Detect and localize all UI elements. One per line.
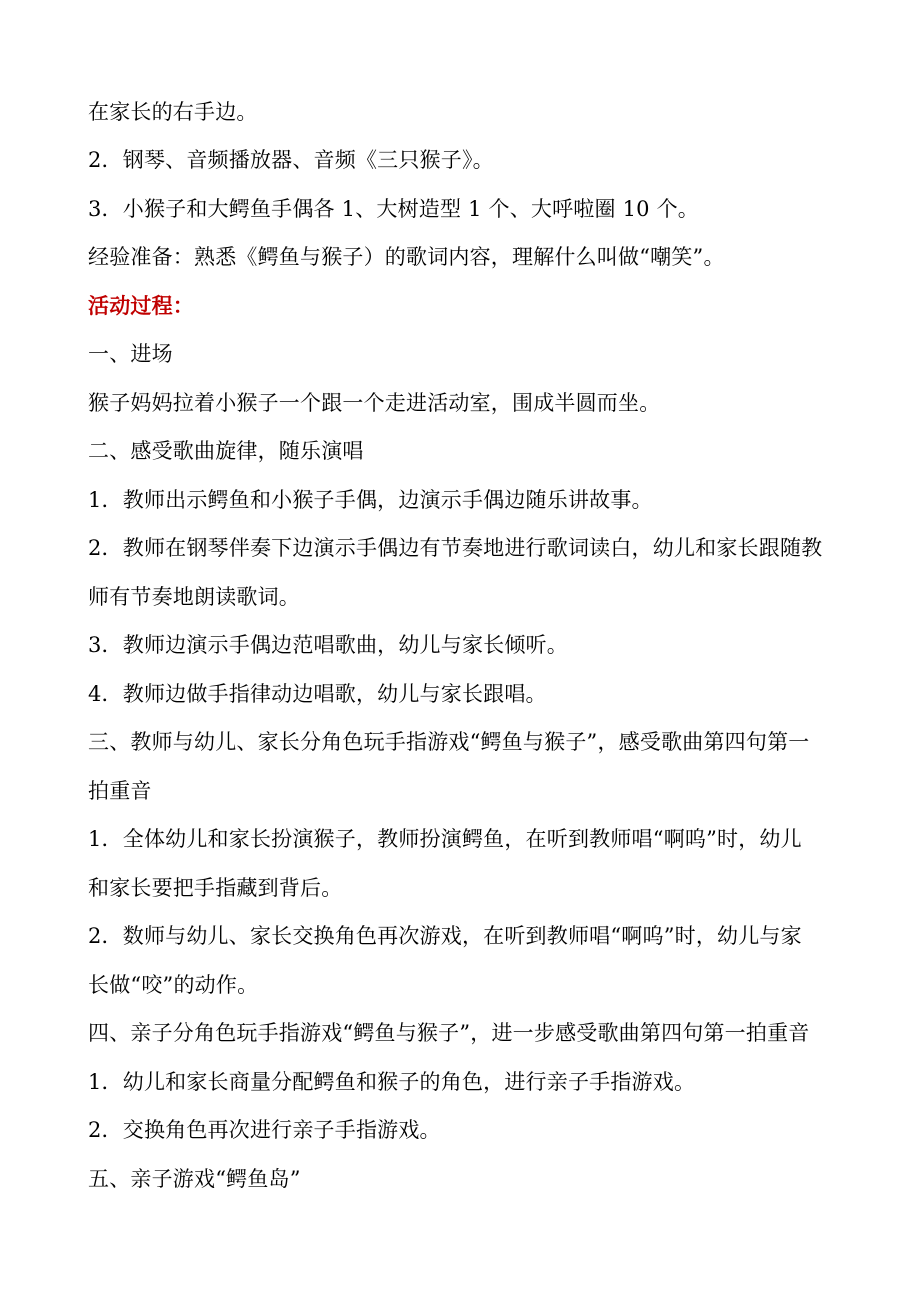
list-item: 1．幼儿和家长商量分配鳄鱼和猴子的角色，进行亲子手指游戏。: [88, 1070, 696, 1094]
step-heading-5: 五、亲子游戏“鳄鱼岛”: [88, 1167, 301, 1191]
list-item: 2．教师在钢琴伴奏下边演示手偶边有节奏地进行歌词读白，幼儿和家长跟随教: [88, 536, 823, 560]
text-line: 在家长的右手边。: [88, 100, 258, 124]
step-heading-3-continuation: 拍重音: [88, 779, 152, 803]
section-heading-activity-process: 活动过程：: [88, 293, 194, 318]
list-item: 2．交换角色再次进行亲子手指游戏。: [88, 1118, 441, 1142]
list-item: 1．全体幼儿和家长扮演猴子，教师扮演鳄鱼，在听到教师唱“啊呜”时，幼儿: [88, 827, 802, 851]
list-item: 1．教师出示鳄鱼和小猴子手偶，边演示手偶边随乐讲故事。: [88, 488, 653, 512]
step-heading-2: 二、感受歌曲旋律，随乐演唱: [88, 439, 364, 463]
list-item-continuation: 师有节奏地朗读歌词。: [88, 585, 300, 609]
step-heading-4: 四、亲子分角色玩手指游戏“鳄鱼与猴子”，进一步感受歌曲第四句第一拍重音: [88, 1021, 810, 1045]
list-item: 4．教师边做手指律动边唱歌，幼儿与家长跟唱。: [88, 682, 547, 706]
list-item-continuation: 长做“咬”的动作。: [88, 973, 259, 997]
list-item-materials-2: 2．钢琴、音频播放器、音频《三只猴子》。: [88, 148, 494, 172]
list-item-materials-3: 3．小猴子和大鳄鱼手偶各 1、大树造型 1 个、大呼啦圈 10 个。: [88, 197, 699, 221]
experience-preparation: 经验准备：熟悉《鳄鱼与猴子）的歌词内容，理解什么叫做“嘲笑”。: [88, 245, 725, 269]
step-heading-3: 三、教师与幼儿、家长分角色玩手指游戏“鳄鱼与猴子”，感受歌曲第四句第一: [88, 730, 810, 754]
list-item: 3．教师边演示手偶边范唱歌曲，幼儿与家长倾听。: [88, 633, 568, 657]
step-heading-1: 一、进场: [88, 342, 173, 366]
list-item-continuation: 和家长要把手指藏到背后。: [88, 876, 343, 900]
text-line: 猴子妈妈拉着小猴子一个跟一个走进活动室，围成半圆而坐。: [88, 391, 661, 415]
list-item: 2．数师与幼儿、家长交换角色再次游戏，在听到教师唱“啊呜”时，幼儿与家: [88, 924, 802, 948]
